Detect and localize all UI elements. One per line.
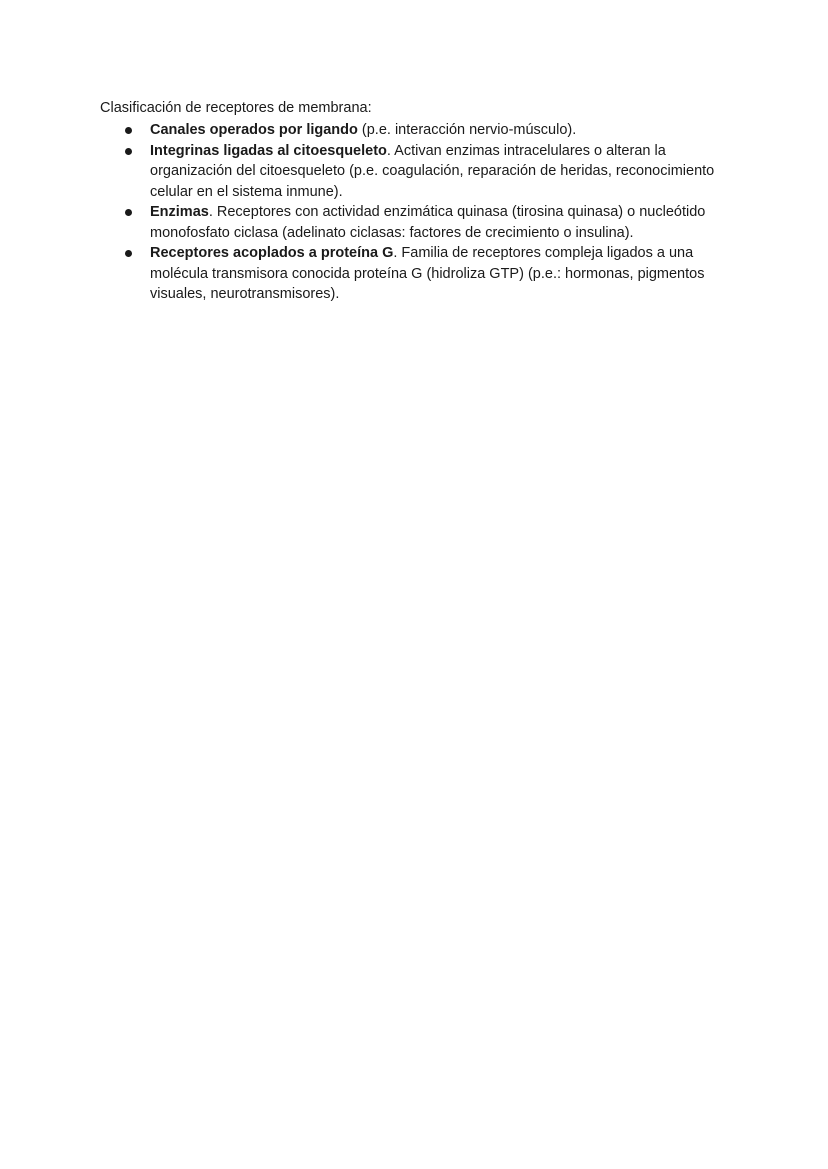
item-lead: Canales operados por ligando <box>150 122 358 138</box>
list-item <box>100 141 740 203</box>
item-text: . Activan enzimas intracelulares o alteran la organización del citoesqueleto (p.e. coagulación, reparación de heridas, reconocimiento celular en el sistema inmune). <box>150 142 715 200</box>
document-page <box>100 98 740 305</box>
bullet-icon <box>125 209 132 216</box>
bullet-icon <box>125 127 132 134</box>
item-lead: Integrinas ligadas al citoesqueleto <box>150 142 387 159</box>
item-text: . Receptores con actividad enzimática quinasa (tirosina quinasa) o nucleótido monofosfato ciclasa (adelinato ciclasas: factores de crecimiento o insulina). <box>150 204 706 241</box>
item-lead: Receptores acoplados a proteína G <box>150 245 394 261</box>
list-item <box>100 202 740 243</box>
bullet-icon <box>125 250 132 257</box>
list-item <box>100 243 740 305</box>
intro-text: Clasificación de receptores de membrana: <box>100 100 372 116</box>
receptor-list <box>100 120 740 305</box>
item-text: . Familia de receptores compleja ligados a una molécula transmisora conocida proteína G (hidroliza GTP) (p.e.: hormonas, pigmentos visuales, neurotransmisores). <box>150 245 705 302</box>
list-item <box>100 120 740 141</box>
item-lead: Enzimas <box>150 204 209 220</box>
bullet-icon <box>125 148 132 155</box>
item-text: (p.e. interacción nervio-músculo). <box>357 122 577 138</box>
